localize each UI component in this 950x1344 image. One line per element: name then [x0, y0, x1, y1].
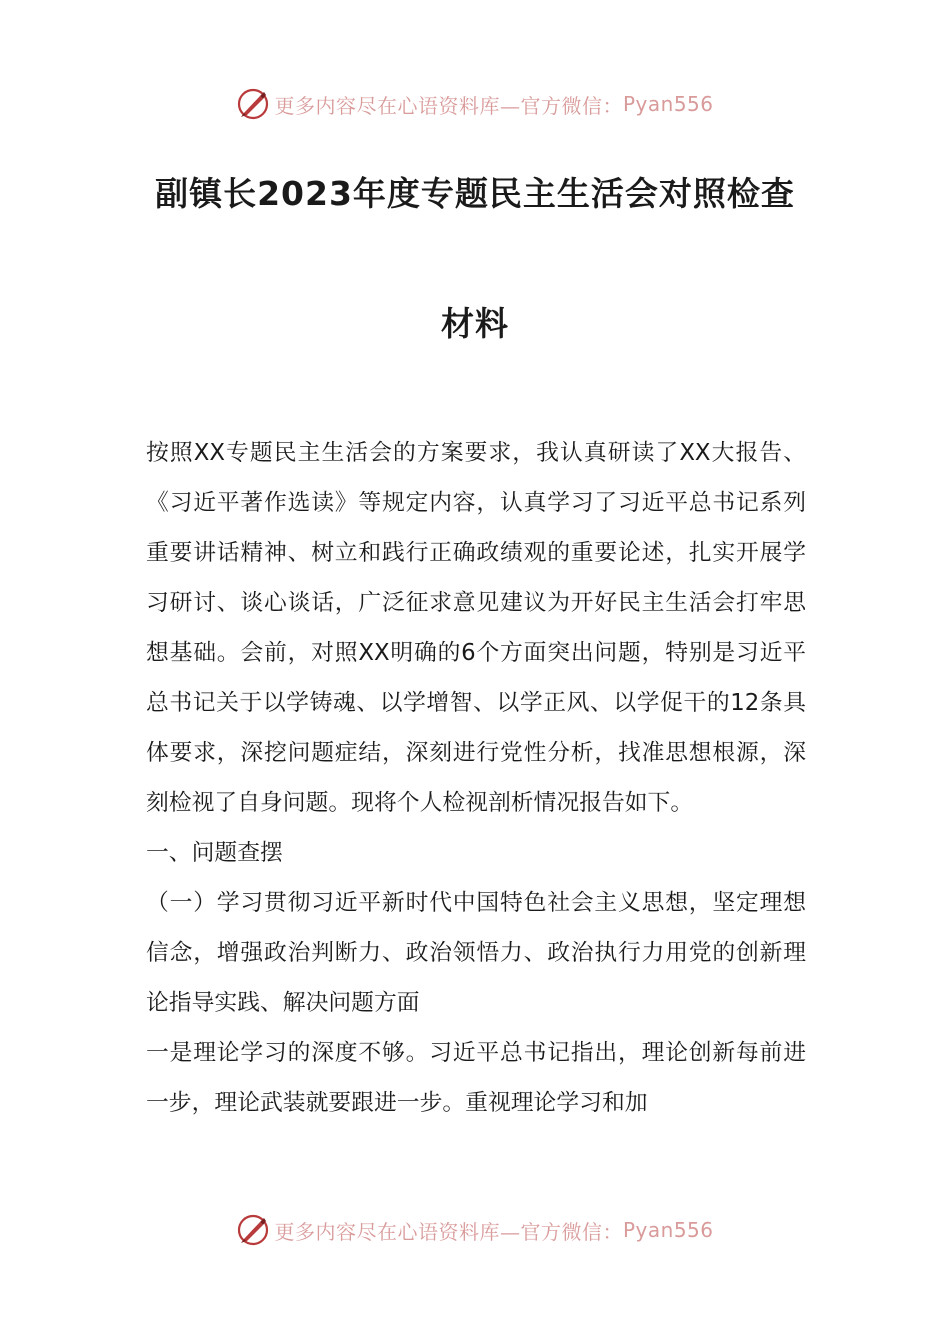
watermark-bottom	[0, 1210, 950, 1250]
watermark-top	[0, 84, 950, 124]
pen-logo-icon	[236, 87, 270, 121]
watermark-text: 更多内容尽在心语资料库—官方微信：	[274, 1219, 623, 1244]
intro-paragraph: 按照XX专题民主生活会的方案要求，我认真研读了XX大报告、《习近平著作选读》等规定内容，认真学习了习近平总书记系列重要讲话精神、树立和践行正确政绩观的重要论述，扎实开展学习研讨、谈心谈话，广泛征求意见建议为开好民主生活会打牢思想基础。会前，对照XX明确的6个方面突出问题，特别是习近平总书记关于以学铸魂、以学增智、以学正风、以学促干的12条具体要求，深挖问题症结，深刻进行党性分析，找准思想根源，深刻检视了自身问题。现将个人检视剖析情况报告如下。	[146, 440, 806, 816]
watermark-wechat-id: Pyan556	[622, 1218, 714, 1242]
point-paragraph: 一是理论学习的深度不够。习近平总书记指出，理论创新每前进一步，理论武装就要跟进一步。重视理论学习和加	[146, 1040, 806, 1116]
document-title-continued: 材料	[441, 304, 509, 343]
pen-logo-icon	[236, 1213, 270, 1247]
watermark-wechat-id: Pyan556	[622, 92, 714, 116]
document-body	[146, 428, 806, 1128]
subsection-heading: （一）学习贯彻习近平新时代中国特色社会主义思想，坚定理想信念，增强政治判断力、政治领悟力、政治执行力用党的创新理论指导实践、解决问题方面	[146, 890, 806, 1016]
document-title: 副镇长2023年度专题民主生活会对照检查	[155, 174, 795, 213]
watermark-text: 更多内容尽在心语资料库—官方微信：	[274, 93, 623, 118]
section-heading: 一、问题查摆	[146, 840, 283, 866]
